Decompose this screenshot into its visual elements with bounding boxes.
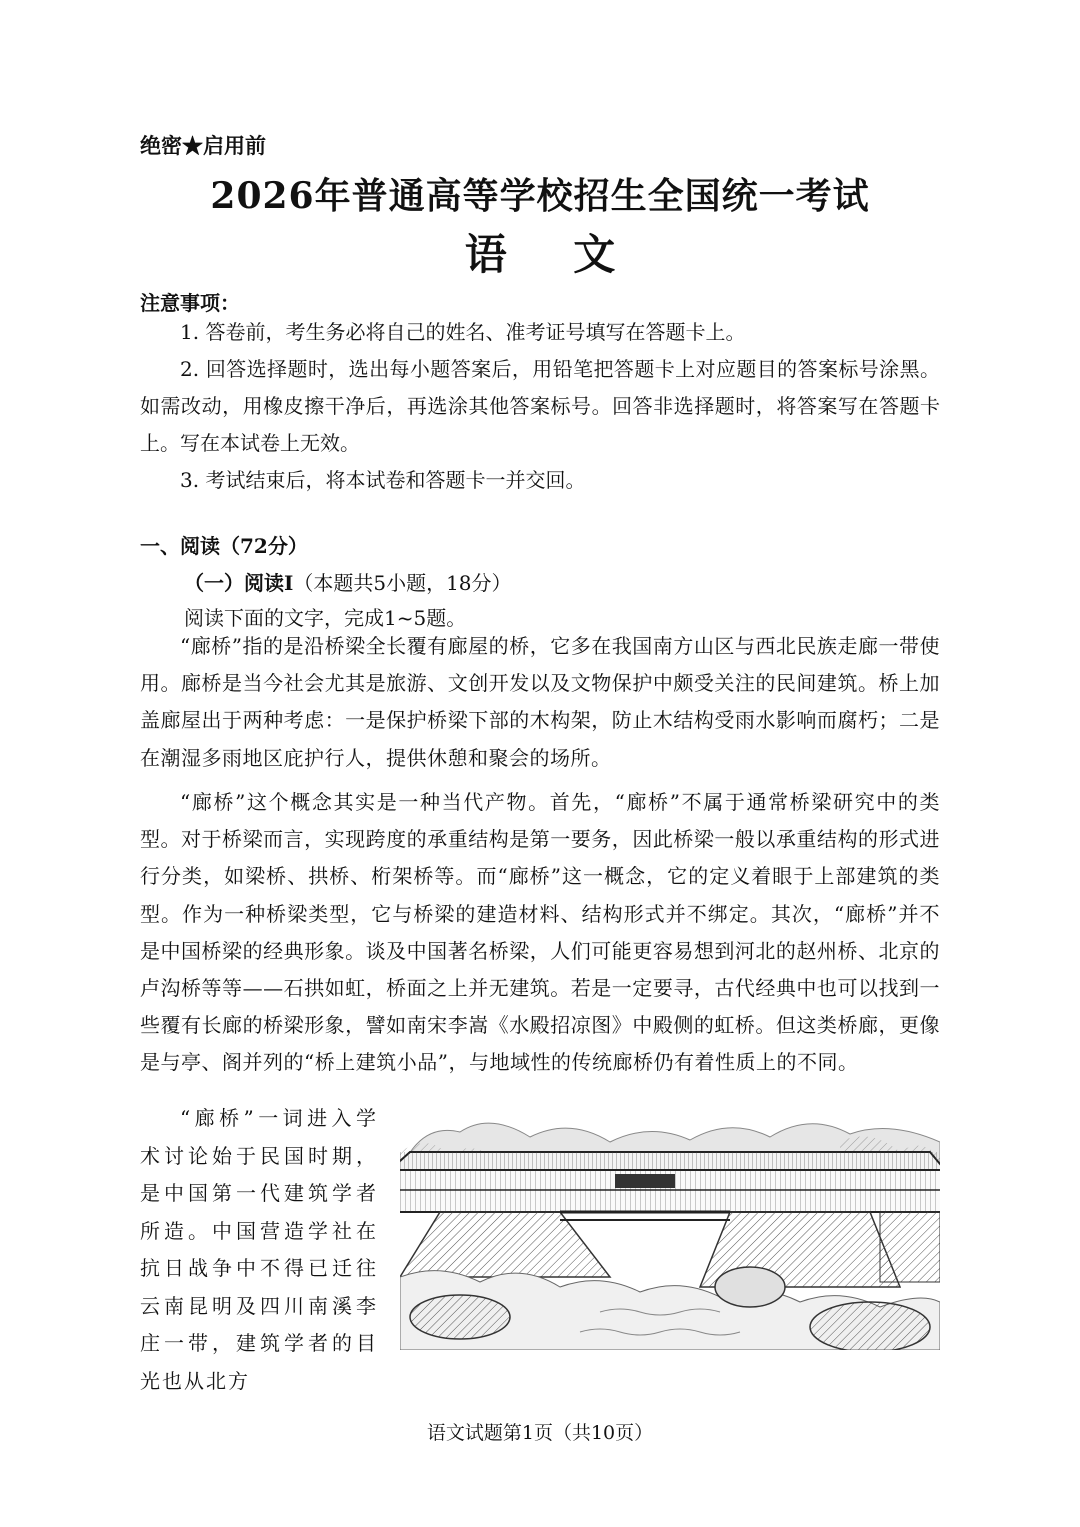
- notice-item-1: 1. 答卷前，考生务必将自己的姓名、准考证号填写在答题卡上。: [180, 320, 746, 344]
- notice-heading: 注意事项：: [140, 291, 240, 315]
- covered-bridge-drawing: [400, 1112, 940, 1350]
- passage-paragraph-2: “廊桥”这个概念其实是一种当代产物。首先，“廊桥”不属于通常桥梁研究中的类型。对于桥梁而言，实现跨度的承重结构是第一要务，因此桥梁一般以承重结构的形式进行分类，如梁桥、拱桥、桁架桥等。而“廊桥”这一概念，它的定义着眼于上部建筑的类型。作为一种桥梁类型，它与桥梁的建造材料、结构形式并不绑定。其次，“廊桥”并不是中国桥梁的经典形象。谈及中国著名桥梁，人们可能更容易想到河北的赵州桥、北京的卢沟桥等等——石拱如虹，桥面之上并无建筑。若是一定要寻，古代经典中也可以找到一些覆有长廊的桥梁形象，譬如南宋李嵩《水殿招凉图》中殿侧的虹桥。但这类桥廊，更像是与亭、阁并列的“桥上建筑小品”，与地域性的传统廊桥仍有着性质上的不同。: [140, 790, 940, 1075]
- confidential-mark: 绝密★启用前: [140, 133, 266, 158]
- sub-section-label: （一）阅读Ⅰ: [184, 571, 294, 595]
- exam-title: 2026年普通高等学校招生全国统一考试: [210, 175, 870, 217]
- page-footer: 语文试题第1页（共10页）: [426, 1422, 654, 1444]
- section-heading: 一、阅读（72分）: [140, 534, 308, 558]
- notice-item-3: 3. 考试结束后，将本试卷和答题卡一并交回。: [180, 468, 586, 492]
- passage-paragraph-3: “廊桥”一词进入学术讨论始于民国时期，是中国第一代建筑学者所造。中国营造学社在抗日战争中不得已迁往云南昆明及四川南溪李庄一带，建筑学者的目光也从北方: [140, 1106, 378, 1393]
- sub-section-heading: [184, 567, 512, 596]
- passage-paragraph-1: “廊桥”指的是沿桥梁全长覆有廊屋的桥，它多在我国南方山区与西北民族走廊一带使用。廊桥是当今社会尤其是旅游、文创开发以及文物保护中颇受关注的民间建筑。桥上加盖廊屋出于两种考虑：一是保护桥梁下部的木构架，防止木结构受雨水影响而腐朽；二是在潮湿多雨地区庇护行人，提供休憩和聚会的场所。: [140, 634, 940, 770]
- subject-title: 语 文: [464, 230, 642, 279]
- reading-instruction: 阅读下面的文字，完成1~5题。: [184, 606, 467, 630]
- sub-section-score: （本题共5小题，18分）: [293, 571, 512, 595]
- notice-item-2: 2. 回答选择题时，选出每小题答案后，用铅笔把答题卡上对应题目的答案标号涂黑。如需改动，用橡皮擦干净后，再选涂其他答案标号。回答非选择题时，将答案写在答题卡上。写在本试卷上无效。: [140, 357, 940, 455]
- covered-bridge-illustration: [400, 1112, 940, 1350]
